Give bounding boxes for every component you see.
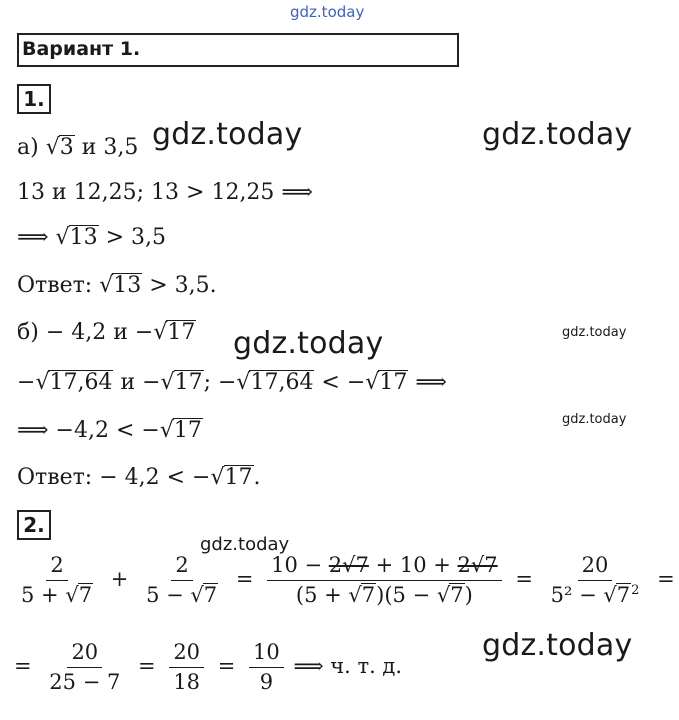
fraction: $\frac{2}{5 + √7}$ xyxy=(21,553,93,608)
fraction: $\frac{10 - 2√7 + 10 + 2√7}{(5 + √7)(5 - √7)}$ xyxy=(267,553,502,608)
task-1b-compare-line: −√17,64 и −√17; −√17,64 < −√17 ⟹ xyxy=(17,370,447,395)
task-1b-answer: Ответ: − 4,2 < −√17. xyxy=(17,465,261,490)
task-1a-result-line: ⟹ √13 > 3,5 xyxy=(17,225,166,250)
fraction: $\frac{20}{18}$ xyxy=(169,640,204,695)
task-1b-result-line: ⟹ −4,2 < −√17 xyxy=(17,418,202,443)
watermark: gdz.today xyxy=(562,412,627,427)
fraction: $\frac{20}{5^2 - √7^2}$ xyxy=(550,553,640,608)
conjunction: и xyxy=(81,135,97,160)
task-2-equation-line-2: = $\frac{20}{25 - 7}$ = $\frac{20}{18}$ = $\frac{10}{9}$ ⟹ ч. т. д. xyxy=(14,640,403,695)
task-1a-compare-line: 13 и 12,25; 13 > 12,25 ⟹ xyxy=(17,180,313,205)
sqrt-radicand: 3 xyxy=(59,135,74,160)
task-1-number: 1. xyxy=(17,84,51,114)
task-1a-answer: Ответ: √13 > 3,5. xyxy=(17,273,217,298)
task-2-number: 2. xyxy=(17,510,51,540)
task-2-equation-line-1: $\frac{2}{5 + √7}$ + $\frac{2}{5 - √7}$ = $\frac{10 - 2√7 + 10 + 2√7}{(5 + √7)(5 - √7)}$ = $\frac{20}{5^2 - √7^2}$ = xyxy=(14,553,679,608)
task-1b-line: б) − 4,2 и −√17 xyxy=(17,320,196,345)
conclusion: ⟹ ч. т. д. xyxy=(293,654,403,679)
watermark: gdz.today xyxy=(233,326,384,361)
item-label: а) xyxy=(17,135,39,160)
fraction: $\frac{20}{25 - 7}$ xyxy=(49,640,121,695)
watermark: gdz.today xyxy=(482,117,633,152)
variant-title: Вариант 1. xyxy=(22,38,141,60)
watermark: gdz.today xyxy=(200,534,290,555)
fraction: $\frac{2}{5 - √7}$ xyxy=(146,553,218,608)
watermark: gdz.today xyxy=(482,628,633,663)
fraction: $\frac{10}{9}$ xyxy=(249,640,284,695)
task-1a-line: а) √3 и 3,5 xyxy=(17,135,139,160)
watermark: gdz.today xyxy=(152,117,303,152)
number-value: 3,5 xyxy=(103,135,139,160)
watermark: gdz.today xyxy=(562,325,627,340)
watermark-top: gdz.today xyxy=(290,3,365,21)
